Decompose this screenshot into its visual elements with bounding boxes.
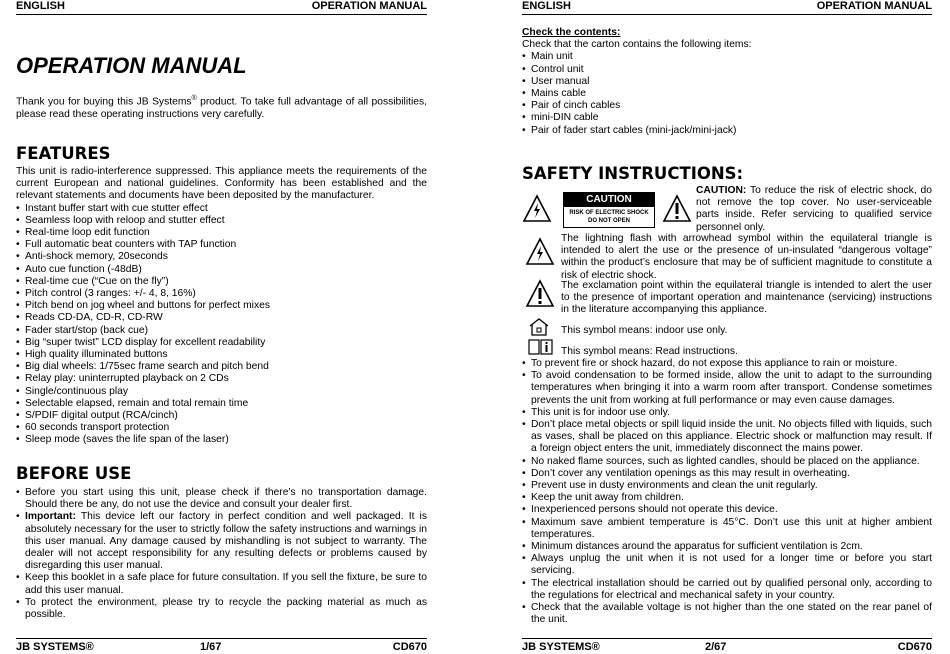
list-item: • Maximum save ambient temperature is 45°C. Don’t use this unit at higher ambient temperatures. [522, 517, 932, 541]
list-item: • Minimum distances around the apparatus for sufficient ventilation is 2cm. [522, 541, 932, 553]
document-title: OPERATION MANUAL [16, 53, 247, 78]
read-paragraph [561, 346, 932, 358]
list-item: • Pair of cinch cables [522, 100, 932, 112]
header-language: ENGLISH [522, 0, 571, 12]
list-item: • Mains cable [522, 88, 932, 100]
page-header [522, 0, 932, 15]
list-item: • mini-DIN cable [522, 112, 932, 124]
list-item: • Keep the unit away from children. [522, 492, 932, 504]
lightning-warning-icon [522, 194, 552, 224]
caution-sublabel [564, 207, 654, 225]
list-item: • To avoid condensation to be formed inside, allow the unit to adapt to the surrounding temperatures when bringing it into a warm room after transport. Condense sometimes prevents the unit from working at full performance or may even cause damages. [522, 370, 932, 407]
list-item: • High quality illuminated buttons [16, 349, 427, 361]
lightning-paragraph [561, 233, 932, 282]
important-label: Important: [25, 511, 76, 523]
intro-paragraph [16, 93, 427, 121]
list-item: • Big dial wheels: 1/75sec frame search and pitch bend [16, 361, 427, 373]
list-item: • The electrical installation should be carried out by qualified personal only, according to the regulations for electrical and mechanical safety in your country. [522, 578, 932, 602]
features-list [16, 203, 427, 447]
registered-mark: ® [191, 95, 197, 102]
list-item: • Full automatic beat counters with TAP function [16, 239, 427, 251]
list-item: • Keep this booklet in a safe place for future consultation. If you sell the fixture, be sure to add this user manual. [16, 572, 427, 596]
caution-text: To reduce the risk of electric shock, do not remove the top cover. No user-serviceable parts inside. Refer servicing to qualified service personnel only. [696, 185, 932, 233]
caution-bold: CAUTION: [696, 185, 747, 196]
safety-heading: SAFETY INSTRUCTIONS: [522, 164, 744, 183]
features-heading: FEATURES [16, 144, 111, 163]
list-item: • Single/continuous play [16, 386, 427, 398]
page-footer [522, 638, 932, 653]
caution-sub1: RISK OF ELECTRIC SHOCK [569, 210, 649, 216]
footer-page-number: 2/67 [705, 641, 727, 653]
lightning-text: The lightning flash with arrowhead symbol within the equilateral triangle is intended to alert the use or the presence of un-insulated “dangerous voltage” within the product’s enclosure that may be of sufficient magnitude to constitute a risk of electric shock. [561, 233, 932, 281]
check-contents-intro: Check that the carton contains the following items: [522, 39, 752, 51]
list-item: • Reads CD-DA, CD-R, CD-RW [16, 312, 427, 324]
indoor-text: This symbol means: indoor use only. [561, 325, 728, 336]
intro-text-a: Thank you for buying this JB Systems [16, 96, 192, 108]
list-item: • User manual [522, 76, 932, 88]
list-item: • Pitch bend on jog wheel and buttons for perfect mixes [16, 300, 427, 312]
intro-text-b: product. To take full advantage of all possibilities, please read these operating instructions very carefully. [16, 96, 427, 120]
caution-label: CAUTION [564, 193, 654, 207]
read-text: This symbol means: Read instructions. [561, 346, 738, 357]
list-item: • Pair of fader start cables (mini-jack/mini-jack) [522, 125, 932, 137]
list-item: • Fader start/stop (back cue) [16, 325, 427, 337]
list-item: • Before you start using this unit, please check if there’s no transportation damage. Should there be any, do not use the device and consult your dealer first. [16, 487, 427, 511]
list-item: • Control unit [522, 64, 932, 76]
list-item: • Sleep mode (saves the life span of the laser) [16, 434, 427, 446]
list-item: • To prevent fire or shock hazard, do not expose this appliance to rain or moisture. [522, 358, 932, 370]
footer-brand: JB SYSTEMS® [522, 641, 600, 653]
list-item: • Big “super twist” LCD display for excellent readability [16, 337, 427, 349]
header-title: OPERATION MANUAL [311, 0, 427, 12]
footer-page-number: 1/67 [200, 641, 222, 653]
list-item: • Auto cue function (-48dB) [16, 264, 427, 276]
check-contents-heading: Check the contents: [522, 27, 621, 38]
safety-section [522, 358, 932, 626]
before-use-section [16, 487, 427, 621]
list-item: • Real-time loop edit function [16, 227, 427, 239]
list-item: • Don’t place metal objects or spill liquid inside the unit. No objects filled with liquids, such as vases, shall be placed on this appliance. Electric shock or malfunction may result. If a foreign object enters the unit, immediately disconnect the mains power. [522, 419, 932, 456]
page-footer [16, 638, 427, 653]
exclamation-text: The exclamation point within the equilateral triangle is intended to alert the user to the presence of important operation and maintenance (servicing) instructions in the literature accompanying this appliance. [561, 280, 932, 316]
footer-model: CD670 [392, 641, 427, 653]
footer-model: CD670 [897, 641, 932, 653]
exclamation-triangle-icon [525, 279, 555, 309]
list-item: • Always unplug the unit when it is not used for a longer time or before you start servicing. [522, 553, 932, 577]
page-left [16, 0, 427, 654]
indoor-paragraph [561, 325, 932, 337]
list-item: • To protect the environment, please try to recycle the packing material as much as possible. [16, 597, 427, 621]
safety-list [522, 358, 932, 626]
caution-sub2: DO NOT OPEN [587, 218, 630, 224]
list-item [16, 511, 427, 572]
list-item: • Relay play: uninterrupted playback on 2 CDs [16, 373, 427, 385]
list-item: • Seamless loop with reloop and stutter effect [16, 215, 427, 227]
before-use-list [16, 487, 427, 621]
exclamation-warning-icon [662, 194, 692, 224]
lightning-triangle-icon [525, 237, 555, 267]
list-item: • No naked flame sources, such as lighted candles, should be placed on the appliance. [522, 456, 932, 468]
list-item: • 60 seconds transport protection [16, 422, 427, 434]
footer-brand: JB SYSTEMS® [16, 641, 94, 653]
list-item: • Real-time cue (“Cue on the fly”) [16, 276, 427, 288]
important-text: This device left our factory in perfect condition and well packaged. It is absolutely necessary for the user to strictly follow the safety instructions and warnings in this user manual. Any damage caused by mishandling is not subject to warranty. The dealer will not accept responsibility for any resulting defects or problems caused by disregarding this user manual. [25, 511, 427, 572]
list-item: • This unit is for indoor use only. [522, 407, 932, 419]
list-item: • Inexperienced persons should not operate this device. [522, 504, 932, 516]
indoor-use-icon [528, 317, 550, 337]
page-header [16, 0, 427, 15]
list-item: • Anti-shock memory, 20seconds [16, 251, 427, 263]
caution-paragraph [696, 185, 932, 234]
list-item: • Pitch control (3 ranges: +/- 4, 8, 16%) [16, 288, 427, 300]
contents-list [522, 51, 932, 136]
list-item: • Instant buffer start with cue stutter effect [16, 203, 427, 215]
list-item: • Selectable elapsed, remain and total remain time [16, 398, 427, 410]
list-item: • Prevent use in dusty environments and clean the unit regularly. [522, 480, 932, 492]
list-item: • Check that the available voltage is not higher than the one stated on the rear panel of the unit. [522, 602, 932, 626]
page-right [522, 0, 932, 654]
check-contents-section [522, 27, 932, 137]
exclamation-paragraph [561, 280, 932, 317]
read-instructions-icon [528, 338, 554, 356]
header-title: OPERATION MANUAL [816, 0, 932, 12]
list-item: • Main unit [522, 51, 932, 63]
before-use-heading: BEFORE USE [16, 464, 132, 483]
list-item: • S/PDIF digital output (RCA/cinch) [16, 410, 427, 422]
features-section [16, 166, 427, 447]
list-item: • Don’t cover any ventilation openings as this may result in overheating. [522, 468, 932, 480]
header-language: ENGLISH [16, 0, 65, 12]
features-intro: This unit is radio-interference suppressed. This appliance meets the requirements of the current European and national guidelines. Conformity has been established and the relevant statements and documents have been deposited by the manufacturer. [16, 166, 427, 202]
caution-label-box [563, 192, 655, 228]
